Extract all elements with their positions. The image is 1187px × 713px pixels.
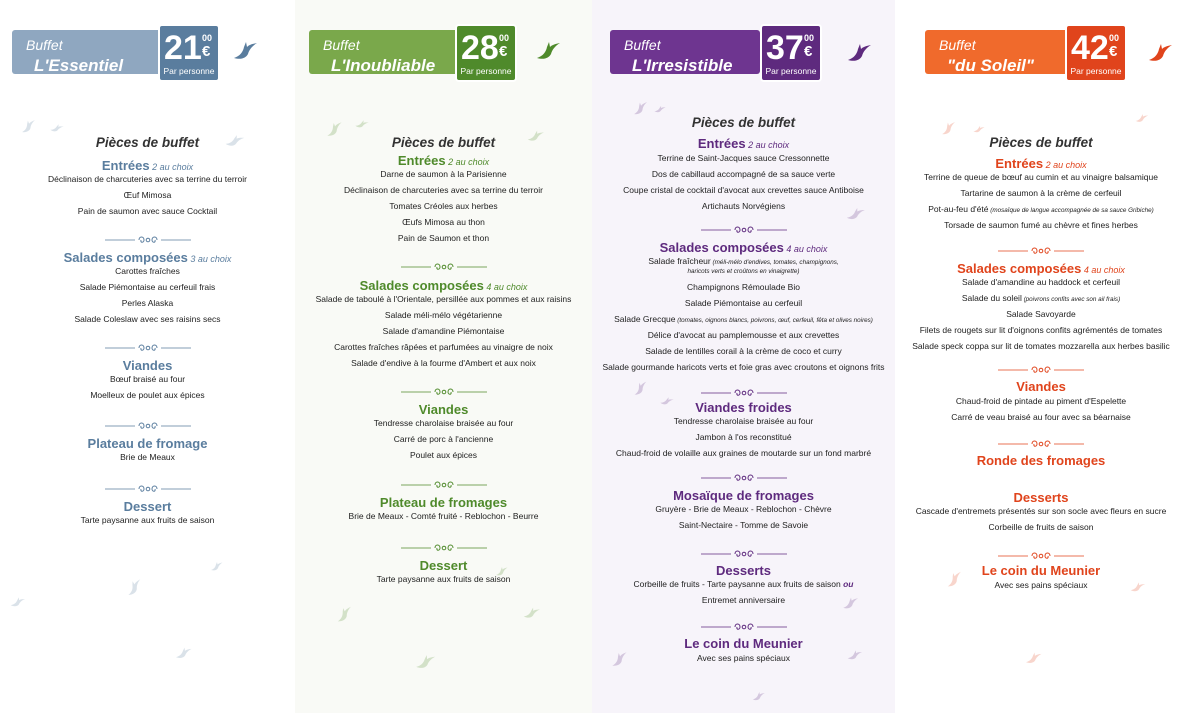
- menu-item: Salade d'amandine au haddock et cerfeuil: [961, 277, 1121, 287]
- dove-icon: [333, 603, 357, 627]
- menu-item: Perles Alaska: [121, 298, 174, 308]
- dove-icon: [495, 565, 509, 579]
- menu-item: Gruyère - Brie de Meaux - Reblochon - Chèvre: [655, 504, 832, 514]
- section-choice-count: 4 au choix: [483, 282, 528, 292]
- dove-icon: [608, 648, 631, 671]
- section-title-text: Desserts: [716, 563, 771, 578]
- menu-item: Déclinaison de charcuteries avec sa terrine du terroir: [344, 185, 543, 195]
- menu-item-note: (méli-mélo d'endives, tomates, champignons,: [710, 259, 839, 266]
- menu-item: Terrine de Saint-Jacques sauce Cressonnette: [657, 153, 830, 163]
- dove-icon: [1024, 649, 1044, 669]
- section-choice-count: 3 au choix: [187, 254, 232, 264]
- dove-icon: [631, 99, 652, 120]
- menu-item: Carottes fraîches: [115, 266, 180, 276]
- price-decimal: 00: [1109, 33, 1120, 43]
- dove-icon: [19, 117, 40, 138]
- section-title-text: Desserts: [1013, 490, 1069, 505]
- menu-item-text: Salade du soleil: [961, 293, 1022, 303]
- menu-item: Brie de Meaux - Comté fruité - Reblochon - Beurre: [348, 511, 539, 521]
- section-title-text: Entrées: [995, 156, 1044, 171]
- menu-item: Torsade de saumon fumé au chèvre et fines herbes: [944, 220, 1138, 230]
- section-title-text: Salades composées: [63, 250, 188, 265]
- menu-item: Jambon à l'os reconstitué: [695, 432, 792, 442]
- menu-item: Avec ses pains spéciaux: [994, 580, 1088, 590]
- section-divider: [401, 384, 487, 394]
- banner-menu-name: L'Irresistible: [632, 56, 733, 75]
- menu-item: Déclinaison de charcuteries avec sa terrine du terroir: [48, 174, 247, 184]
- banner-buffet-label: Buffet: [939, 37, 976, 53]
- menu-panel-inoubliable: [295, 0, 592, 713]
- currency-symbol: €: [499, 43, 508, 60]
- section-title-text: Viandes: [122, 358, 173, 373]
- section-divider: [401, 259, 487, 269]
- dove-icon: [522, 604, 543, 625]
- section-divider: [401, 540, 487, 550]
- menu-item: Salade d'endive à la fourme d'Ambert et aux noix: [351, 358, 536, 368]
- menu-item: Salade de lentilles corail à la crème de coco et curry: [645, 346, 842, 356]
- menu-item: [592, 314, 895, 324]
- menu-item: Moelleux de poulet aux épices: [90, 390, 205, 400]
- section-title: [592, 240, 895, 255]
- pieces-de-buffet-heading: Pièces de buffet: [391, 135, 496, 150]
- section-divider: [105, 232, 191, 242]
- section-divider: [998, 362, 1084, 372]
- section-title-text: Viandes froides: [695, 400, 792, 415]
- menu-item: Salade Coleslaw avec ses raisins secs: [74, 314, 221, 324]
- menu-item: Carré de porc à l'ancienne: [393, 434, 494, 444]
- price-integer: 42: [1071, 29, 1109, 67]
- section-title-text: Salades composées: [659, 240, 784, 255]
- section-title-text: Viandes: [1016, 379, 1066, 394]
- section-title: [0, 499, 295, 514]
- price-decimal: 00: [499, 33, 510, 43]
- section-choice-count: 4 au choix: [783, 244, 828, 254]
- section-title-text: Entrées: [697, 136, 746, 151]
- currency-symbol: €: [1109, 43, 1118, 60]
- price-badge: [1065, 24, 1127, 82]
- section-choice-count: 2 au choix: [745, 140, 790, 150]
- menu-item: Tendresse charolaise braisée au four: [673, 416, 814, 426]
- section-divider: [998, 548, 1084, 558]
- price-decimal: 00: [202, 33, 213, 43]
- dove-icon: [174, 644, 194, 664]
- dove-icon: [751, 689, 766, 704]
- section-divider: [701, 546, 787, 556]
- section-title: [895, 156, 1187, 171]
- menu-item: Carottes fraîches râpées et parfumées au vinaigre de noix: [334, 342, 553, 352]
- per-person-label: Par personne: [765, 66, 817, 76]
- price-integer: 28: [461, 29, 499, 67]
- menu-item: Avec ses pains spéciaux: [697, 653, 790, 663]
- dove-icon: [1134, 111, 1150, 127]
- banner-menu-name: L'Essentiel: [34, 56, 124, 75]
- menu-item-text: Salade fraîcheur: [648, 256, 711, 266]
- per-person-label: Par personne: [1070, 66, 1122, 76]
- dove-icon: [630, 378, 652, 400]
- dove-icon: [1129, 579, 1148, 598]
- menu-item: Salade gourmande haricots verts et foie gras avec croutons et oignons frits: [602, 362, 885, 372]
- section-title: [895, 563, 1187, 578]
- section-choice-count: 4 au choix: [1081, 265, 1125, 275]
- section-title: [895, 261, 1187, 276]
- menu-item: Tarte paysanne aux fruits de saison: [376, 574, 511, 584]
- menu-item-text: Corbeille de fruits - Tarte paysanne aux fruits de saison: [633, 579, 844, 589]
- section-title: [895, 490, 1187, 505]
- menu-item: Dos de cabillaud accompagné de sa sauce verte: [651, 169, 836, 179]
- section-divider: [998, 243, 1084, 253]
- menu-item: Salade d'amandine Piémontaise: [382, 326, 505, 336]
- section-title-text: Salades composées: [359, 278, 484, 293]
- menu-item: Brie de Meaux: [120, 452, 175, 462]
- menu-item: Artichauts Norvégiens: [701, 201, 786, 211]
- section-title: [295, 558, 592, 573]
- section-title: [895, 453, 1187, 468]
- price-integer: 21: [164, 29, 202, 67]
- menu-item-note: (tomates, oignons blancs, poivrons, œuf, cerfeuil, fêta et olives noires): [675, 317, 873, 324]
- section-title-text: Le coin du Meunier: [981, 563, 1101, 578]
- pieces-de-buffet-heading: Pièces de buffet: [989, 135, 1093, 150]
- section-divider: [105, 340, 191, 350]
- section-title: [295, 153, 592, 168]
- section-title: [592, 136, 895, 151]
- dove-icon: [414, 651, 438, 675]
- dove-icon: [210, 560, 224, 574]
- section-title: [0, 436, 295, 451]
- menu-item-note: (poivrons confits avec son ail frais): [1021, 296, 1121, 303]
- menu-item-text: Salade Grecque: [614, 314, 676, 324]
- section-divider: [105, 481, 191, 491]
- menu-item: Filets de rougets sur lit d'oignons confits agrémentés de tomates: [919, 325, 1163, 335]
- dove-icon: [846, 647, 865, 666]
- section-title-text: Ronde des fromages: [976, 453, 1106, 468]
- dove-icon: [1147, 40, 1175, 68]
- section-title-text: Entrées: [101, 158, 150, 173]
- menu-item: Corbeille de fruits de saison: [988, 522, 1094, 532]
- menu-item: [895, 293, 1187, 303]
- menu-item: Salade Piémontaise au cerfeuil frais: [79, 282, 216, 292]
- dove-icon: [323, 118, 346, 141]
- menu-item: Carré de veau braisé au four avec sa béarnaise: [951, 412, 1131, 422]
- pieces-de-buffet-heading: Pièces de buffet: [95, 135, 200, 150]
- menu-item: Saint-Nectaire - Tomme de Savoie: [678, 520, 809, 530]
- banner-buffet-label: Buffet: [26, 37, 63, 53]
- banner-menu-name: L'Inoubliable: [331, 56, 436, 75]
- section-choice-count: 2 au choix: [1043, 160, 1087, 170]
- section-choice-count: 2 au choix: [445, 157, 490, 167]
- dove-icon: [939, 119, 960, 140]
- section-title: [592, 400, 895, 415]
- section-title: [295, 402, 592, 417]
- section-title: [0, 358, 295, 373]
- menu-item: Tendresse charolaise braisée au four: [373, 418, 514, 428]
- menu-banner: [309, 24, 571, 82]
- menu-item-text: Pot-au-feu d'été: [928, 204, 989, 214]
- menu-item: Salade speck coppa sur lit de tomates mozzarella aux herbes basilic: [912, 341, 1170, 351]
- menu-item: Darne de saumon à la Parisienne: [380, 169, 507, 179]
- menu-item: Délice d'avocat au pamplemousse et aux crevettes: [647, 330, 840, 340]
- menu-item: Terrine de queue de bœuf au cumin et au vinaigre balsamique: [924, 172, 1158, 182]
- dove-icon: [535, 38, 563, 66]
- menu-panel-irresistible: [592, 0, 895, 713]
- price-badge: [760, 24, 822, 82]
- menu-item: Coupe cristal de cocktail d'avocat aux crevettes sauce Antiboise: [623, 185, 864, 195]
- section-title: [0, 250, 295, 265]
- menu-item: Pain de Saumon et thon: [397, 233, 490, 243]
- section-divider: [701, 619, 787, 629]
- menu-item: Chaud-froid de volaille aux graines de moutarde sur un fond marbré: [615, 448, 872, 458]
- section-divider: [701, 385, 787, 395]
- dove-icon: [842, 595, 860, 613]
- menu-banner: [925, 24, 1173, 82]
- menu-item: Poulet aux épices: [409, 450, 478, 460]
- section-title-text: Plateau de fromage: [87, 436, 208, 451]
- menu-item: [592, 265, 895, 275]
- price-badge: [455, 24, 517, 82]
- menu-item: Cascade d'entremets présentés sur son socle avec fleurs en sucre: [915, 506, 1167, 516]
- currency-symbol: €: [804, 43, 813, 60]
- per-person-label: Par personne: [163, 66, 215, 76]
- menu-item-note: (mosaïque de langue accompagnée de sa sauce Gribiche): [988, 207, 1154, 214]
- menu-item: [895, 204, 1187, 214]
- section-divider: [401, 477, 487, 487]
- menu-panel-soleil: [895, 0, 1187, 713]
- menu-item: Bœuf braisé au four: [109, 374, 186, 384]
- menu-panel-essentiel: [0, 0, 295, 713]
- menu-item: Salade méli-mélo végétarienne: [384, 310, 503, 320]
- section-title: [295, 278, 592, 293]
- section-title-text: Mosaïque de fromages: [673, 488, 814, 503]
- section-title-text: Plateau de fromages: [379, 495, 508, 510]
- dove-icon: [844, 203, 867, 226]
- menu-banner: [610, 24, 876, 82]
- menu-item: Salade de taboulé à l'Orientale, persillée aux pommes et aux raisins: [315, 294, 572, 304]
- per-person-label: Par personne: [460, 66, 512, 76]
- dove-icon: [9, 594, 28, 613]
- section-title: [895, 379, 1187, 394]
- menu-banner: [12, 24, 250, 82]
- menu-item: Tartarine de saumon à la crème de cerfeuil: [960, 188, 1122, 198]
- price-badge: [158, 24, 220, 82]
- menu-item: Entremet anniversaire: [701, 595, 786, 605]
- section-divider: [105, 418, 191, 428]
- dove-icon: [526, 127, 547, 148]
- menu-item: Salade Savoyarde: [1006, 309, 1076, 319]
- menu-item: Tomates Créoles aux herbes: [389, 201, 498, 211]
- section-title: [592, 563, 895, 578]
- dove-icon: [232, 38, 260, 66]
- banner-buffet-label: Buffet: [624, 37, 661, 53]
- section-choice-count: 2 au choix: [149, 162, 194, 172]
- dove-icon: [353, 116, 371, 134]
- section-title-text: Dessert: [123, 499, 172, 514]
- menu-item: Œufs Mimosa au thon: [402, 217, 485, 227]
- section-title: [592, 488, 895, 503]
- menu-item: Chaud-froid de pintade au piment d'Espelette: [955, 396, 1127, 406]
- section-title-text: Viandes: [418, 402, 469, 417]
- section-title-text: Salades composées: [957, 261, 1082, 276]
- price-decimal: 00: [804, 33, 815, 43]
- currency-symbol: €: [202, 43, 211, 60]
- menu-item: Œuf Mimosa: [123, 190, 172, 200]
- section-divider: [701, 470, 787, 480]
- dove-icon: [122, 575, 148, 601]
- section-title-text: Le coin du Meunier: [684, 636, 803, 651]
- section-title: [0, 158, 295, 173]
- section-divider: [998, 436, 1084, 446]
- menu-item: Pain de saumon avec sauce Cocktail: [77, 206, 218, 216]
- menu-item: Salade Piémontaise au cerfeuil: [684, 298, 803, 308]
- menu-item-note: haricots verts et croûtons en vinaigrette): [687, 268, 800, 275]
- section-title-text: Entrées: [397, 153, 446, 168]
- menu-item: Tarte paysanne aux fruits de saison: [80, 515, 215, 525]
- dove-icon: [223, 130, 247, 154]
- menu-item: Champignons Rémoulade Bio: [687, 282, 800, 292]
- section-title: [295, 495, 592, 510]
- dove-icon: [846, 40, 874, 68]
- banner-buffet-label: Buffet: [323, 37, 360, 53]
- section-title-text: Dessert: [419, 558, 468, 573]
- menu-item: [592, 579, 895, 589]
- price-integer: 37: [766, 29, 804, 67]
- menu-item-or: ou: [843, 579, 854, 589]
- pieces-de-buffet-heading: Pièces de buffet: [691, 115, 796, 130]
- section-divider: [701, 222, 787, 232]
- banner-menu-name: "du Soleil": [947, 56, 1034, 75]
